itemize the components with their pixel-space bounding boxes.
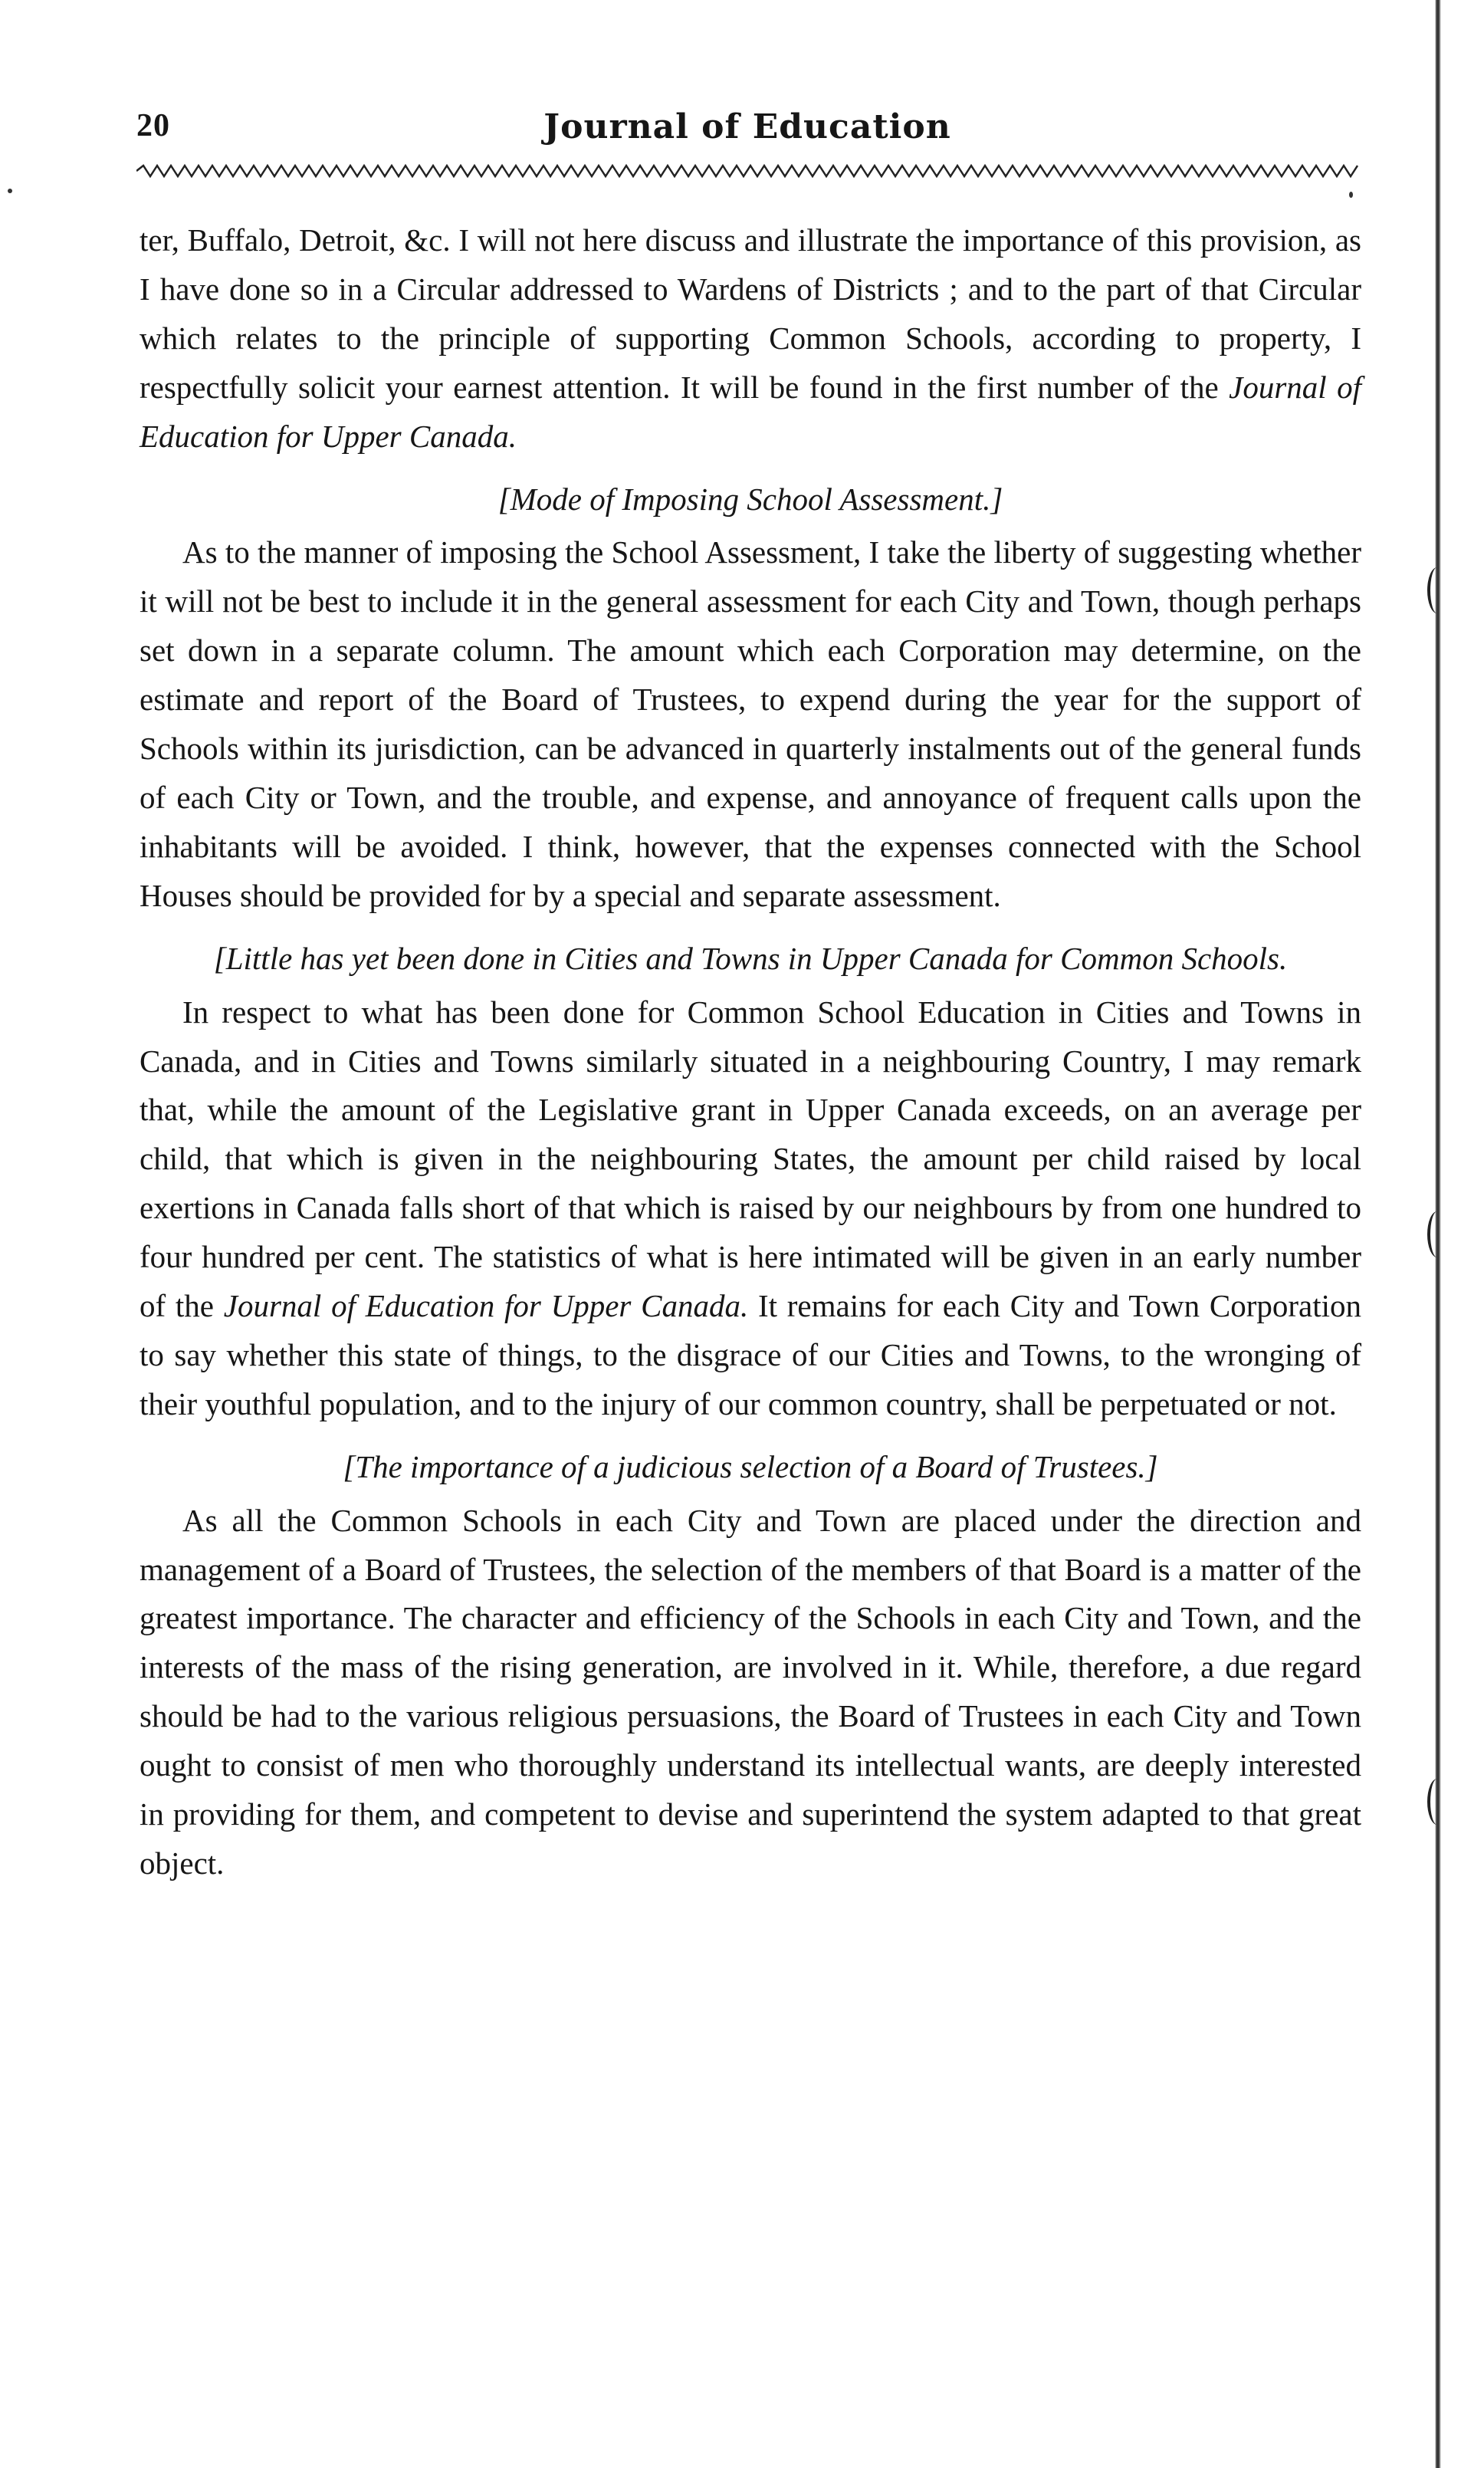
heading-board-of-trustees: [The importance of a judicious selection of a Board of Trustees.]: [343, 1448, 1158, 1484]
journal-reference: Journal of Education for Upper Canada.: [140, 369, 1362, 454]
paragraph-text: As to the manner of imposing the School Assessment, I take the liberty of suggesting whether it will not be best to include it in the general assessment for each City and Town, though perhaps set down in a separate column. The amount which each Corporation may determine, on the estimate and report of the Board of Trustees, to expend during the year for the support of Schools within its jurisdiction, can be advanced in quarterly instalments out of the general funds of each City or Town, and the trouble, and expense, and annoyance of frequent calls upon the inhabitants will be avoided. I think, however, that the expenses connected with the School Houses should be provided for by a special and separate assessment.: [140, 534, 1361, 913]
paragraph-cities-towns: [140, 988, 1361, 1429]
paragraph-text: In respect to what has been done for Common School Education in Cities and Towns in Canada, and in Cities and Towns similarly situated in a neighbouring Country, I may remark that, while the amount of the Legislative grant in Upper Canada exceeds, on an average per child, that which is given in the neighbouring States, the amount per child raised by local exertions in Canada falls short of that which is raised by our neighbours by from one hundred to four hundred per cent. The statistics of what is here intimated will be given in an early number of the: [140, 994, 1361, 1324]
running-head: [136, 107, 1358, 153]
paragraph-provision: [140, 216, 1361, 462]
wavy-rule: [136, 163, 1358, 179]
heading-little-done: [Little has yet been done in Cities and Towns in Upper Canada for Common Schools.: [213, 940, 1288, 976]
binding-mark: [1427, 567, 1447, 613]
journal-title: Journal of Education: [543, 107, 951, 146]
binding-mark: [1427, 1211, 1447, 1257]
heading-mode-of-imposing: [Mode of Imposing School Assessment.]: [497, 481, 1003, 517]
binding-mark: [1427, 1779, 1447, 1825]
scan-speck: [8, 189, 12, 193]
paragraph-text: ter, Buffalo, Detroit, &c. I will not here discuss and illustrate the importance of this provision, as I have done so in a Circular addressed to Wardens of Districts ; and to the part of that Circular which relates to the principle of supporting Common Schools, according to property, I respectfully solicit your earnest attention. It will be found in the first number of the: [140, 222, 1361, 405]
paragraph-text: As all the Common Schools in each City and Town are placed under the direction and management of a Board of Trustees, the selection of the members of that Board is a matter of the greatest importance. The character and efficiency of the Schools in each City and Town, and the interests of the mass of the rising generation, are involved in it. While, therefore, a due regard should be had to the various religious persuasions, the Board of Trustees in each City and Town ought to consist of men who thoroughly understand its intellectual wants, are deeply interested in providing for them, and competent to devise and superintend the system adapted to that great object.: [140, 1502, 1361, 1881]
scan-speck: [1349, 192, 1353, 198]
paragraph-trustees: [140, 1497, 1361, 1888]
paragraph-assessment: [140, 528, 1361, 920]
journal-reference: Journal of Education for Upper Canada.: [223, 1288, 749, 1324]
page-number: 20: [136, 108, 170, 143]
article-body: [140, 216, 1361, 1888]
paragraph-text: It remains for each City and Town Corporation to say whether this state of things, to the disgrace of our Cities and Towns, to the wronging of their youthful population, and to the injury of our common country, shall be perpetuated or not.: [140, 1288, 1362, 1421]
